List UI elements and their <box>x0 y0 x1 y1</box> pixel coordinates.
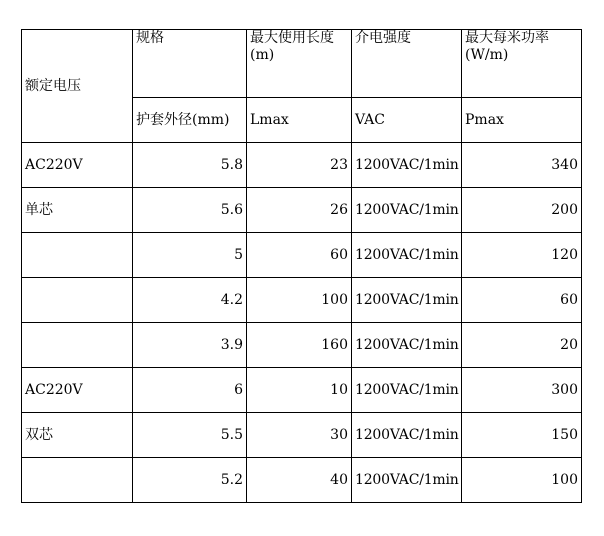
table-row <box>22 368 582 413</box>
sheath-od-cell: 5.6 <box>133 188 247 233</box>
max-length-cell: 26 <box>247 188 352 233</box>
header-max-power: 最大每米功率(W/m) <box>462 30 582 98</box>
dielectric-cell: 1200VAC/1min <box>352 368 462 413</box>
max-length-cell: 10 <box>247 368 352 413</box>
sheath-od-cell: 5.8 <box>133 143 247 188</box>
header-lmax: Lmax <box>247 98 352 143</box>
header-spec: 规格 <box>133 30 247 98</box>
max-length-cell: 23 <box>247 143 352 188</box>
row-label: 单芯 <box>22 188 133 233</box>
sheath-od-cell: 3.9 <box>133 323 247 368</box>
dielectric-cell: 1200VAC/1min <box>352 143 462 188</box>
max-power-cell: 150 <box>462 413 582 458</box>
row-label <box>22 323 133 368</box>
sheath-od-cell: 6 <box>133 368 247 413</box>
max-power-cell: 60 <box>462 278 582 323</box>
max-power-cell: 100 <box>462 458 582 503</box>
dielectric-cell: 1200VAC/1min <box>352 458 462 503</box>
header-max-length: 最大使用长度(m) <box>247 30 352 98</box>
table-row <box>22 278 582 323</box>
table-row <box>22 143 582 188</box>
max-power-cell: 120 <box>462 233 582 278</box>
row-label: AC220V <box>22 143 133 188</box>
sheath-od-cell: 5.5 <box>133 413 247 458</box>
dielectric-cell: 1200VAC/1min <box>352 188 462 233</box>
max-power-cell: 200 <box>462 188 582 233</box>
header-pmax: Pmax <box>462 98 582 143</box>
row-label <box>22 458 133 503</box>
header-rated-voltage: 额定电压 <box>22 30 133 143</box>
dielectric-cell: 1200VAC/1min <box>352 413 462 458</box>
dielectric-cell: 1200VAC/1min <box>352 233 462 278</box>
table-row <box>22 233 582 278</box>
row-label: 双芯 <box>22 413 133 458</box>
sheath-od-cell: 5.2 <box>133 458 247 503</box>
row-label <box>22 278 133 323</box>
table-row <box>22 323 582 368</box>
row-label: AC220V <box>22 368 133 413</box>
header-vac: VAC <box>352 98 462 143</box>
header-sheath-od: 护套外径(mm) <box>133 98 247 143</box>
row-label <box>22 233 133 278</box>
table-row <box>22 188 582 233</box>
dielectric-cell: 1200VAC/1min <box>352 323 462 368</box>
spec-table <box>21 29 582 503</box>
max-power-cell: 340 <box>462 143 582 188</box>
sheath-od-cell: 5 <box>133 233 247 278</box>
dielectric-cell: 1200VAC/1min <box>352 278 462 323</box>
sheath-od-cell: 4.2 <box>133 278 247 323</box>
max-length-cell: 30 <box>247 413 352 458</box>
header-dielectric: 介电强度 <box>352 30 462 98</box>
max-length-cell: 40 <box>247 458 352 503</box>
max-length-cell: 160 <box>247 323 352 368</box>
max-length-cell: 100 <box>247 278 352 323</box>
table-row <box>22 458 582 503</box>
max-length-cell: 60 <box>247 233 352 278</box>
header-row-1 <box>22 30 582 98</box>
table-row <box>22 413 582 458</box>
max-power-cell: 20 <box>462 323 582 368</box>
max-power-cell: 300 <box>462 368 582 413</box>
